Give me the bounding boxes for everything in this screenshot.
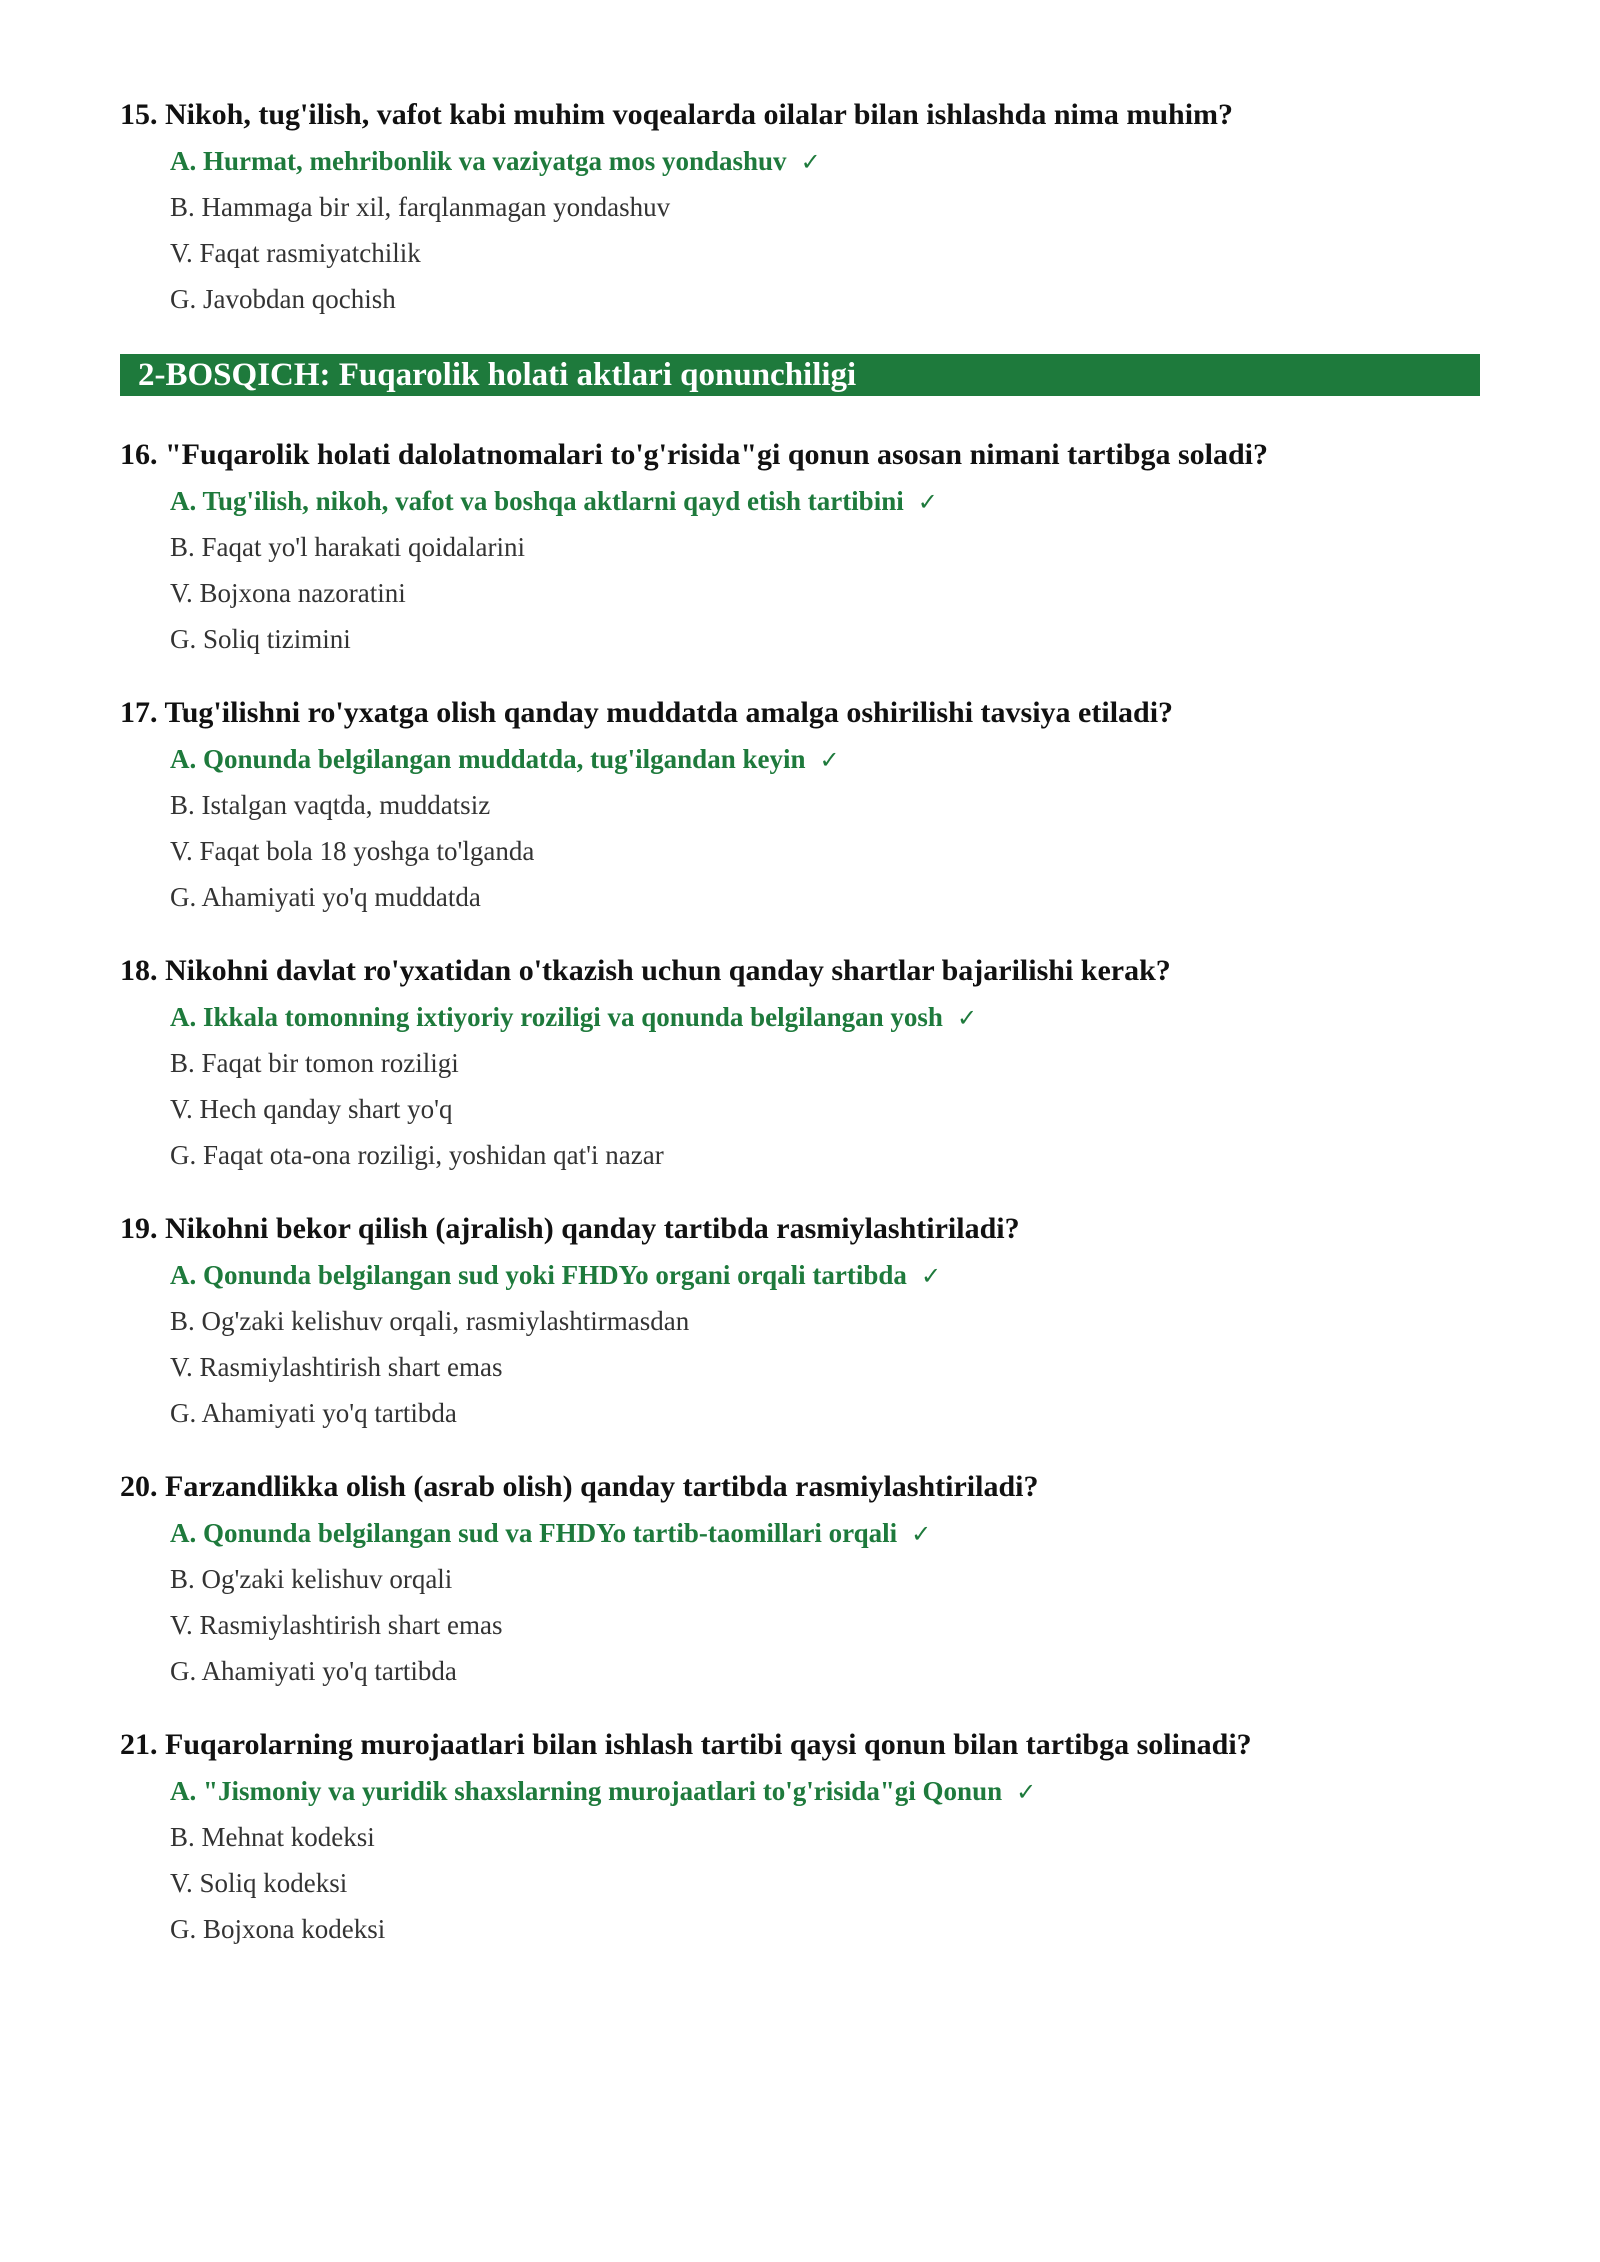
question-16: [120, 436, 1480, 668]
question-20: [120, 1468, 1480, 1700]
question-title: 17. Tug'ilishni ro'yxatga olish qanday muddatda amalga oshirilishi tavsiya etiladi?: [120, 696, 1174, 729]
question-18: [120, 952, 1480, 1184]
option-b: B. Og'zaki kelishuv orqali: [170, 1564, 453, 1594]
check-icon: ✓: [911, 1520, 932, 1548]
option-text: A. Tug'ilish, nikoh, vafot va boshqa aktlarni qayd etish tartibini: [170, 486, 904, 516]
question-title: 21. Fuqarolarning murojaatlari bilan ishlash tartibi qaysi qonun bilan tartibga solinadi?: [120, 1728, 1252, 1761]
option-b: B. Faqat bir tomon roziligi: [170, 1048, 459, 1078]
question-title: 16. "Fuqarolik holati dalolatnomalari to'g'risida"gi qonun asosan nimani tartibga soladi?: [120, 438, 1268, 471]
check-icon: ✓: [920, 1262, 942, 1290]
option-text: A. Qonunda belgilangan sud va FHDYo tartib-taomillari orqali: [170, 1518, 898, 1548]
option-text: A. "Jismoniy va yuridik shaxslarning murojaatlari to'g'risida"gi Qonun: [170, 1776, 1003, 1806]
option-text: A. Qonunda belgilangan sud yoki FHDYo organi orqali tartibda: [170, 1260, 907, 1290]
option-v: V. Soliq kodeksi: [170, 1868, 348, 1898]
option-g: G. Bojxona kodeksi: [170, 1914, 386, 1944]
check-icon: ✓: [800, 148, 821, 176]
question-17: [120, 694, 1480, 926]
option-a-correct: [170, 1258, 1480, 1304]
option-v: V. Hech qanday shart yo'q: [170, 1094, 453, 1124]
question-title: 18. Nikohni davlat ro'yxatidan o'tkazish uchun qanday shartlar bajarilishi kerak?: [120, 954, 1171, 987]
check-icon: ✓: [819, 746, 840, 774]
option-b: B. Istalgan vaqtda, muddatsiz: [170, 790, 491, 820]
question-title: 19. Nikohni bekor qilish (ajralish) qanday tartibda rasmiylashtiriladi?: [120, 1212, 1020, 1245]
option-g: G. Ahamiyati yo'q muddatda: [170, 882, 481, 912]
question-19: [120, 1210, 1480, 1442]
question-21: [120, 1726, 1480, 1958]
option-b: B. Og'zaki kelishuv orqali, rasmiylashtirmasdan: [170, 1306, 690, 1336]
option-v: V. Rasmiylashtirish shart emas: [170, 1352, 503, 1382]
option-a-correct: [170, 1774, 1480, 1820]
check-icon: ✓: [1016, 1778, 1037, 1806]
option-g: G. Ahamiyati yo'q tartibda: [170, 1656, 457, 1686]
option-v: V. Rasmiylashtirish shart emas: [170, 1610, 503, 1640]
page: [120, 96, 1480, 1984]
option-g: G. Javobdan qochish: [170, 284, 396, 314]
question-title: 20. Farzandlikka olish (asrab olish) qanday tartibda rasmiylashtiriladi?: [120, 1470, 1039, 1503]
option-a-correct: [170, 144, 1480, 190]
option-a-correct: [170, 742, 1480, 788]
section-header: 2-BOSQICH: Fuqarolik holati aktlari qonunchiligi: [120, 354, 1480, 396]
option-text: A. Hurmat, mehribonlik va vaziyatga mos yondashuv: [170, 146, 787, 176]
option-b: B. Mehnat kodeksi: [170, 1822, 375, 1852]
option-a-correct: [170, 484, 1480, 530]
question-15: [120, 96, 1480, 328]
check-icon: ✓: [956, 1004, 978, 1032]
option-a-correct: [170, 1516, 1480, 1562]
option-b: B. Hammaga bir xil, farqlanmagan yondashuv: [170, 192, 671, 222]
option-b: B. Faqat yo'l harakati qoidalarini: [170, 532, 526, 562]
question-title: 15. Nikoh, tug'ilish, vafot kabi muhim voqealarda oilalar bilan ishlashda nima muhim?: [120, 98, 1234, 131]
option-g: G. Soliq tizimini: [170, 624, 351, 654]
check-icon: ✓: [917, 488, 938, 516]
option-g: G. Faqat ota-ona roziligi, yoshidan qat'i nazar: [170, 1140, 664, 1170]
option-a-correct: [170, 1000, 1480, 1046]
option-text: A. Qonunda belgilangan muddatda, tug'ilgandan keyin: [170, 744, 806, 774]
option-v: V. Bojxona nazoratini: [170, 578, 406, 608]
option-v: V. Faqat bola 18 yoshga to'lganda: [170, 836, 535, 866]
option-g: G. Ahamiyati yo'q tartibda: [170, 1398, 457, 1428]
option-text: A. Ikkala tomonning ixtiyoriy roziligi va qonunda belgilangan yosh: [170, 1002, 943, 1032]
option-v: V. Faqat rasmiyatchilik: [170, 238, 421, 268]
